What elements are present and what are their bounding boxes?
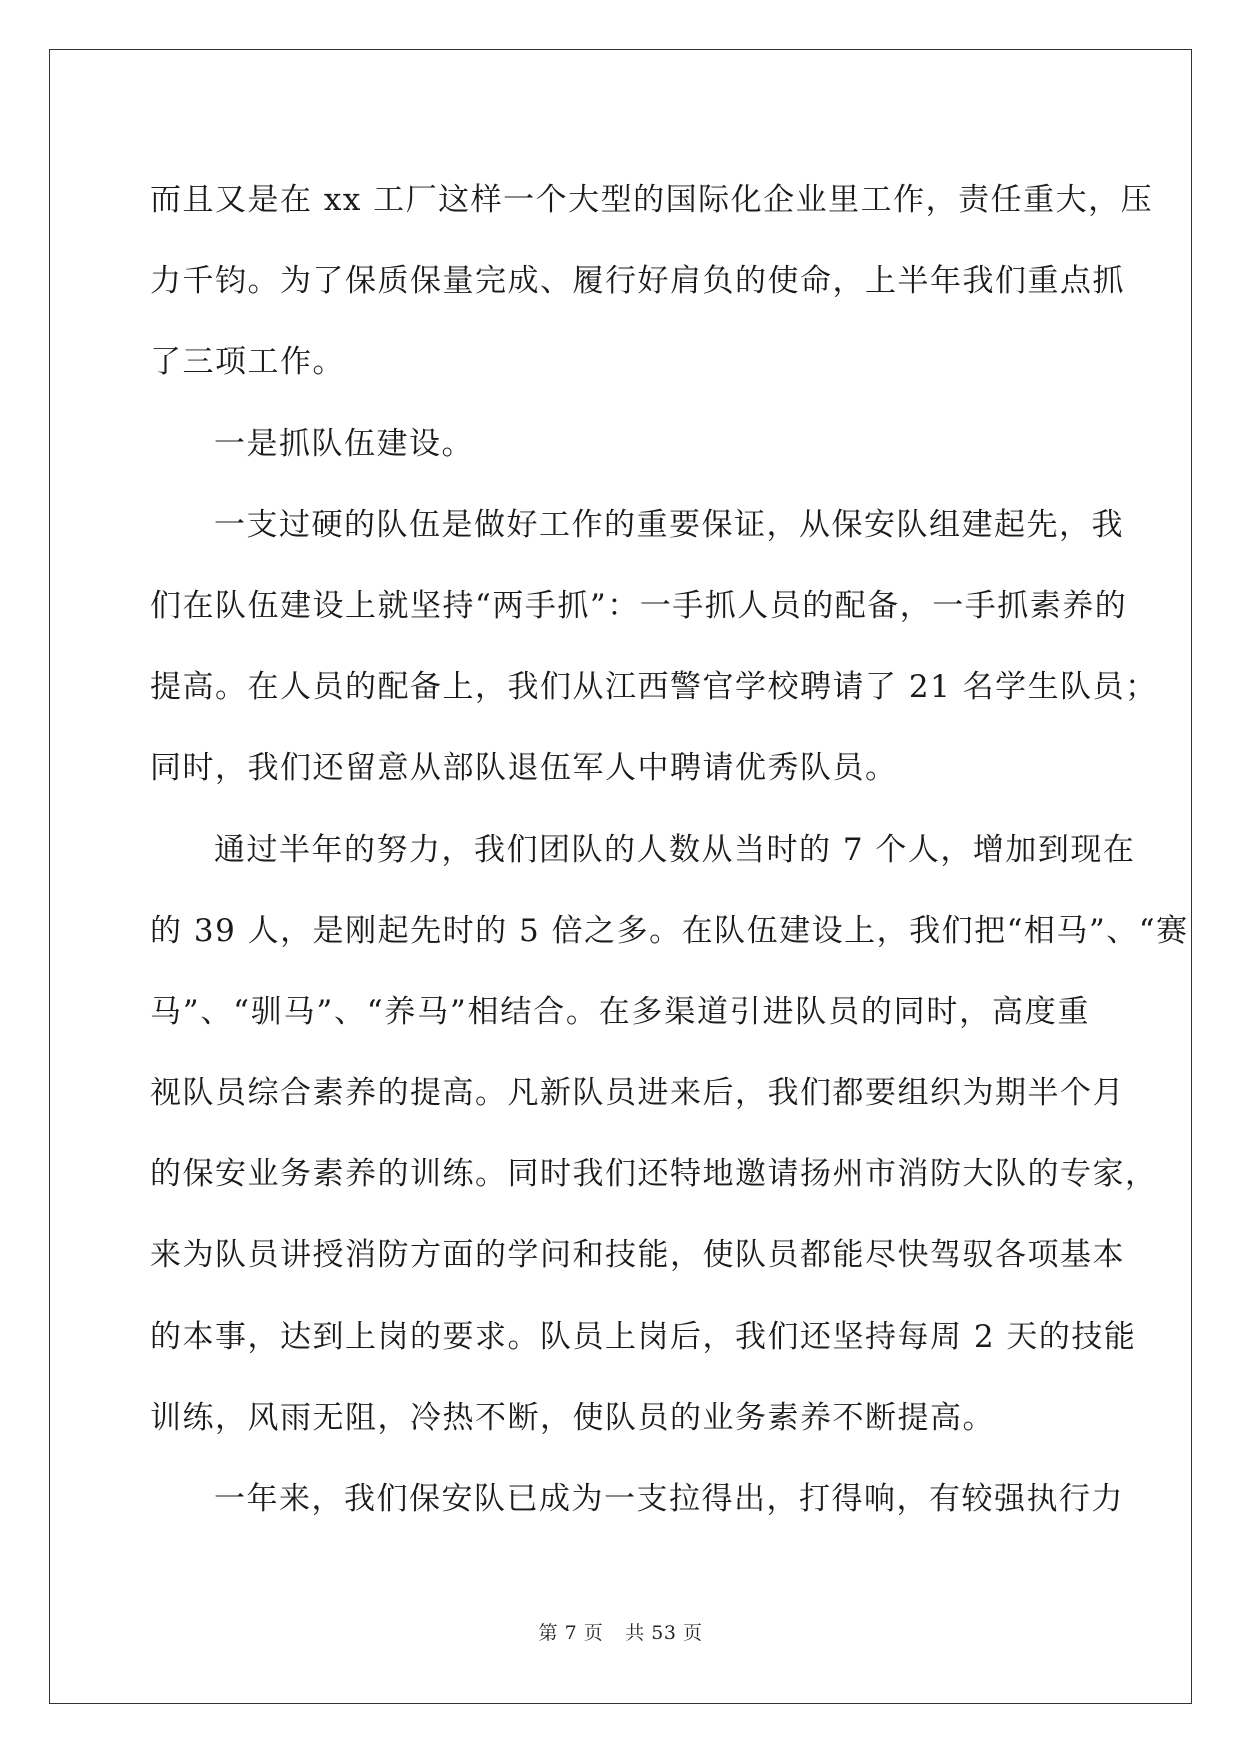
text-line: 的本事，达到上岗的要求。队员上岗后，我们还坚持每周 2 天的技能 — [150, 1318, 1137, 1355]
text-line: 而且又是在 xx 工厂这样一个大型的国际化企业里工作，责任重大，压 — [150, 182, 1154, 218]
text-line: 马”、“驯马”、“养马”相结合。在多渠道引进队员的同时，高度重 — [150, 993, 1090, 1030]
text-line: 通过半年的努力，我们团队的人数从当时的 7 个人，增加到现在 — [214, 831, 1136, 868]
text-line: 训练，风雨无阻，冷热不断，使队员的业务素养不断提高。 — [150, 1399, 995, 1436]
text-line: 力千钧。为了保质保量完成、履行好肩负的使命，上半年我们重点抓 — [150, 263, 1125, 300]
text-line: 一支过硬的队伍是做好工作的重要保证，从保安队组建起先，我 — [214, 506, 1124, 543]
document-body — [150, 160, 1189, 1540]
text-line: 视队员综合素养的提高。凡新队员进来后，我们都要组织为期半个月 — [150, 1075, 1125, 1112]
text-line: 们在队伍建设上就坚持“两手抓”：一手抓人员的配备，一手抓素养的 — [150, 587, 1128, 624]
text-line: 的 39 人，是刚起先时的 5 倍之多。在队伍建设上，我们把“相马”、“赛 — [150, 912, 1189, 949]
text-line: 提高。在人员的配备上，我们从江西警官学校聘请了 21 名学生队员； — [150, 669, 1158, 706]
total-pages: 共 53 页 — [625, 1622, 703, 1644]
page-footer — [0, 1618, 1241, 1645]
text-line: 同时，我们还留意从部队退伍军人中聘请优秀队员。 — [150, 750, 898, 787]
text-line: 的保安业务素养的训练。同时我们还特地邀请扬州市消防大队的专家， — [150, 1156, 1158, 1193]
text-line: 来为队员讲授消防方面的学问和技能，使队员都能尽快驾驭各项基本 — [150, 1237, 1125, 1274]
text-line: 了三项工作。 — [150, 344, 345, 381]
section-heading: 一是抓队伍建设。 — [214, 425, 474, 462]
current-page-number: 第 7 页 — [538, 1622, 604, 1644]
text-line: 一年来，我们保安队已成为一支拉得出，打得响，有较强执行力 — [214, 1481, 1124, 1517]
